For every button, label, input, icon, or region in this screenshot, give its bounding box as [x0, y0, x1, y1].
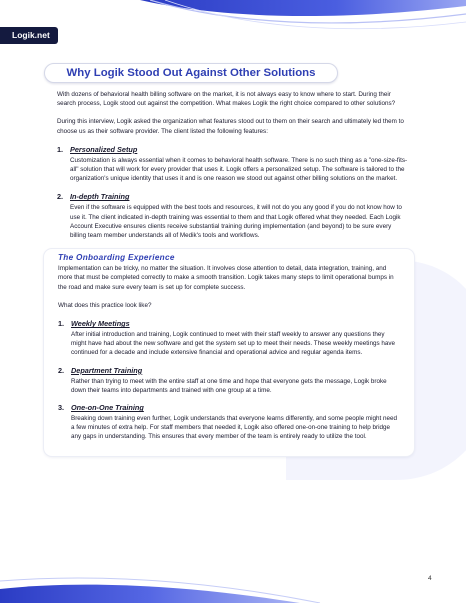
- feature-body-2: Even if the software is equipped with the best tools and resources, it will not do you any good if you do not know how to use it. The client indicated in-depth training was essential to them and that Logik offered what they needed. Each Logik Account Executive ensures clients receive substantial training during implementation (and beyond) to be sure every billing team member understands all of Medik's tools and workflows.: [70, 204, 402, 240]
- onboarding-body-2: Rather than trying to meet with the entire staff at one time and hope that everyone gets the message, Logik broke down their teams into departments and trained with one group at a time.: [71, 377, 387, 394]
- onboarding-intro-2: What does this practice look like?: [58, 301, 152, 309]
- onboarding-title: The Onboarding Experience: [58, 253, 175, 263]
- feature-body-1: Customization is always essential when it comes to behavioral health software. There is no such thing as a "one-size-fits-all" solution that will work for every provider that uses it. Logik offers a personalized setup. The software is tailored to the organization's unique identity that uses it and is one reason we stood out against other billing solutions on the market.: [70, 156, 408, 183]
- feature-number: 1.: [57, 144, 64, 154]
- page-title: Why Logik Stood Out Against Other Solutions: [66, 67, 316, 79]
- feature-heading-2: [57, 192, 409, 202]
- brand-label: Logik.net: [0, 27, 58, 44]
- page-title-box: [44, 63, 338, 83]
- onboarding-heading-3: [58, 403, 400, 413]
- feature-title: In-depth Training: [70, 192, 130, 202]
- onboarding-callout: [44, 249, 414, 455]
- onboarding-number: 3.: [58, 403, 65, 413]
- onboarding-item-title: Weekly Meetings: [71, 319, 130, 329]
- onboarding-item-title: Department Training: [71, 365, 143, 375]
- feature-heading-1: [57, 145, 409, 155]
- onboarding-heading-2: [58, 366, 400, 376]
- onboarding-number: 1.: [58, 319, 65, 329]
- intro-paragraph-2: During this interview, Logik asked the organization what features stood out to them on their search and ultimately led them to choose us as their software provider. The client listed the following features:: [57, 118, 404, 135]
- onboarding-body-3: Breaking down training even further, Logik understands that everyone learns differently, and some people might need a few minutes of extra help. For staff members that needed it, Logik also offered one-on-one training to help bridge any gaps in understanding. This ensures that every member of the team is entirely ready to utilize the tool.: [71, 415, 398, 441]
- bottom-wave-decoration: [0, 563, 466, 603]
- onboarding-item-title: One-on-One Training: [71, 403, 144, 413]
- onboarding-heading-1: [58, 319, 400, 329]
- top-wave-decoration: [0, 0, 466, 60]
- onboarding-body-1: After initial introduction and training, Logik continued to meet with their staff weekly to answer any questions they might have had about the new software and get the system set up to meet their needs. These weekly meetings have continued for a decade and include extensive financial and operational advice and regular agenda items.: [71, 331, 396, 357]
- feature-number: 2.: [57, 192, 64, 202]
- main-content: [57, 90, 409, 456]
- page-number: 4: [428, 575, 432, 582]
- intro-paragraph-1: With dozens of behavioral health billing software on the market, it is not always easy to know where to start. During their search process, Logik stood out against the competition. What makes Logik the right choice compared to other solutions?: [57, 91, 396, 108]
- onboarding-intro-1: Implementation can be tricky, no matter the situation. It involves close attention to detail, data integration, training, and more that must be completed correctly to make a smooth transition. Logik takes many steps to limit operational bumps in the road and make sure every team is set up for complete success.: [58, 265, 394, 291]
- feature-title: Personalized Setup: [70, 144, 138, 154]
- onboarding-number: 2.: [58, 365, 65, 375]
